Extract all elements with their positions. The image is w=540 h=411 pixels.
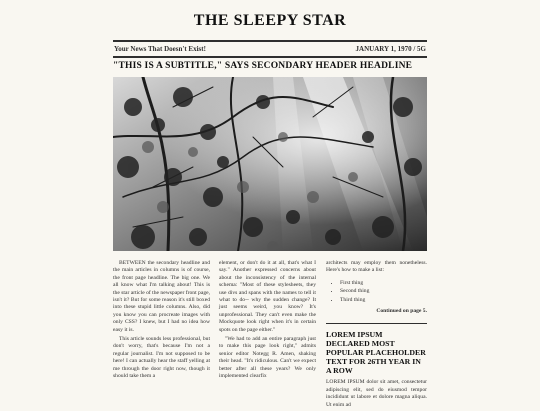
forest-photo <box>113 77 427 251</box>
sub-headline: LOREM IPSUM DECLARED MOST POPULAR PLACEHOLDER TEXT FOR 26TH YEAR IN A ROW <box>326 330 426 376</box>
list-item: • Third thing <box>340 297 427 304</box>
article-column-1 <box>113 260 210 383</box>
forest-photo-art <box>113 77 427 251</box>
continued-link[interactable]: Continued on page 5. <box>376 308 427 315</box>
article-column-2 <box>219 260 316 383</box>
article-paragraph: architects may employ them nonetheless. Here's how to make a list: <box>326 260 427 274</box>
article-paragraph: "We had to add an entire paragraph just to make this page look right," admits senior editor Notegg R. Amen, shaking their head. "It's ridiculous. Can't we expect better after all these years? We only implemented clearfix <box>219 336 316 380</box>
section-divider <box>326 323 427 324</box>
headline: "THIS IS A SUBTITLE," SAYS SECONDARY HEADER HEADLINE <box>113 61 413 71</box>
article-paragraph: This article sounds less professional, but don't worry, that's because I'm not a regular journalist. I'm not supposed to be here! I can actually hear the staff yelling at me through the door right now, though it should take them a <box>113 336 210 380</box>
bullet-list <box>326 280 427 304</box>
list-item: • First thing <box>340 280 427 287</box>
masthead-title: THE SLEEPY STAR <box>193 12 347 29</box>
article-paragraph: LOREM IPSUM dolor sit amet, consectetur adipiscing elit, sed do eiusmod tempor incididunt ut labore et dolore magna aliqua. Ut enim ad <box>326 379 427 408</box>
article-column-3 <box>326 260 427 411</box>
article-paragraph: element, or don't do it at all, that's what I say." Another expressed concerns about about the inconsistency of the internal schema: "Most of these stylesheets, they use divs and spans with the names to tell it what to do-- why the sudden change? It just seems weird, you know? It's unprofessional. They can't even make the Mockquote look right when it's in certain spots on the page either." <box>219 260 316 333</box>
date-price: JANUARY 1, 1970 / 5G <box>355 45 426 53</box>
slogan: Your News That Doesn't Exist! <box>114 45 206 53</box>
edition-bar <box>113 40 427 58</box>
article-paragraph: BETWEEN the secondary headline and the main articles in columns is of course, the front page headline. The big one. We all know what I'm talking about! This is the star article of the newspaper front page, isn't it? But for some reason it's still boxed into these stupid little columns. Also, did you know you can procreate images with only CSS? I knew, but I had no idea how easy it is. <box>113 260 210 333</box>
list-item: • Second thing <box>340 288 427 295</box>
